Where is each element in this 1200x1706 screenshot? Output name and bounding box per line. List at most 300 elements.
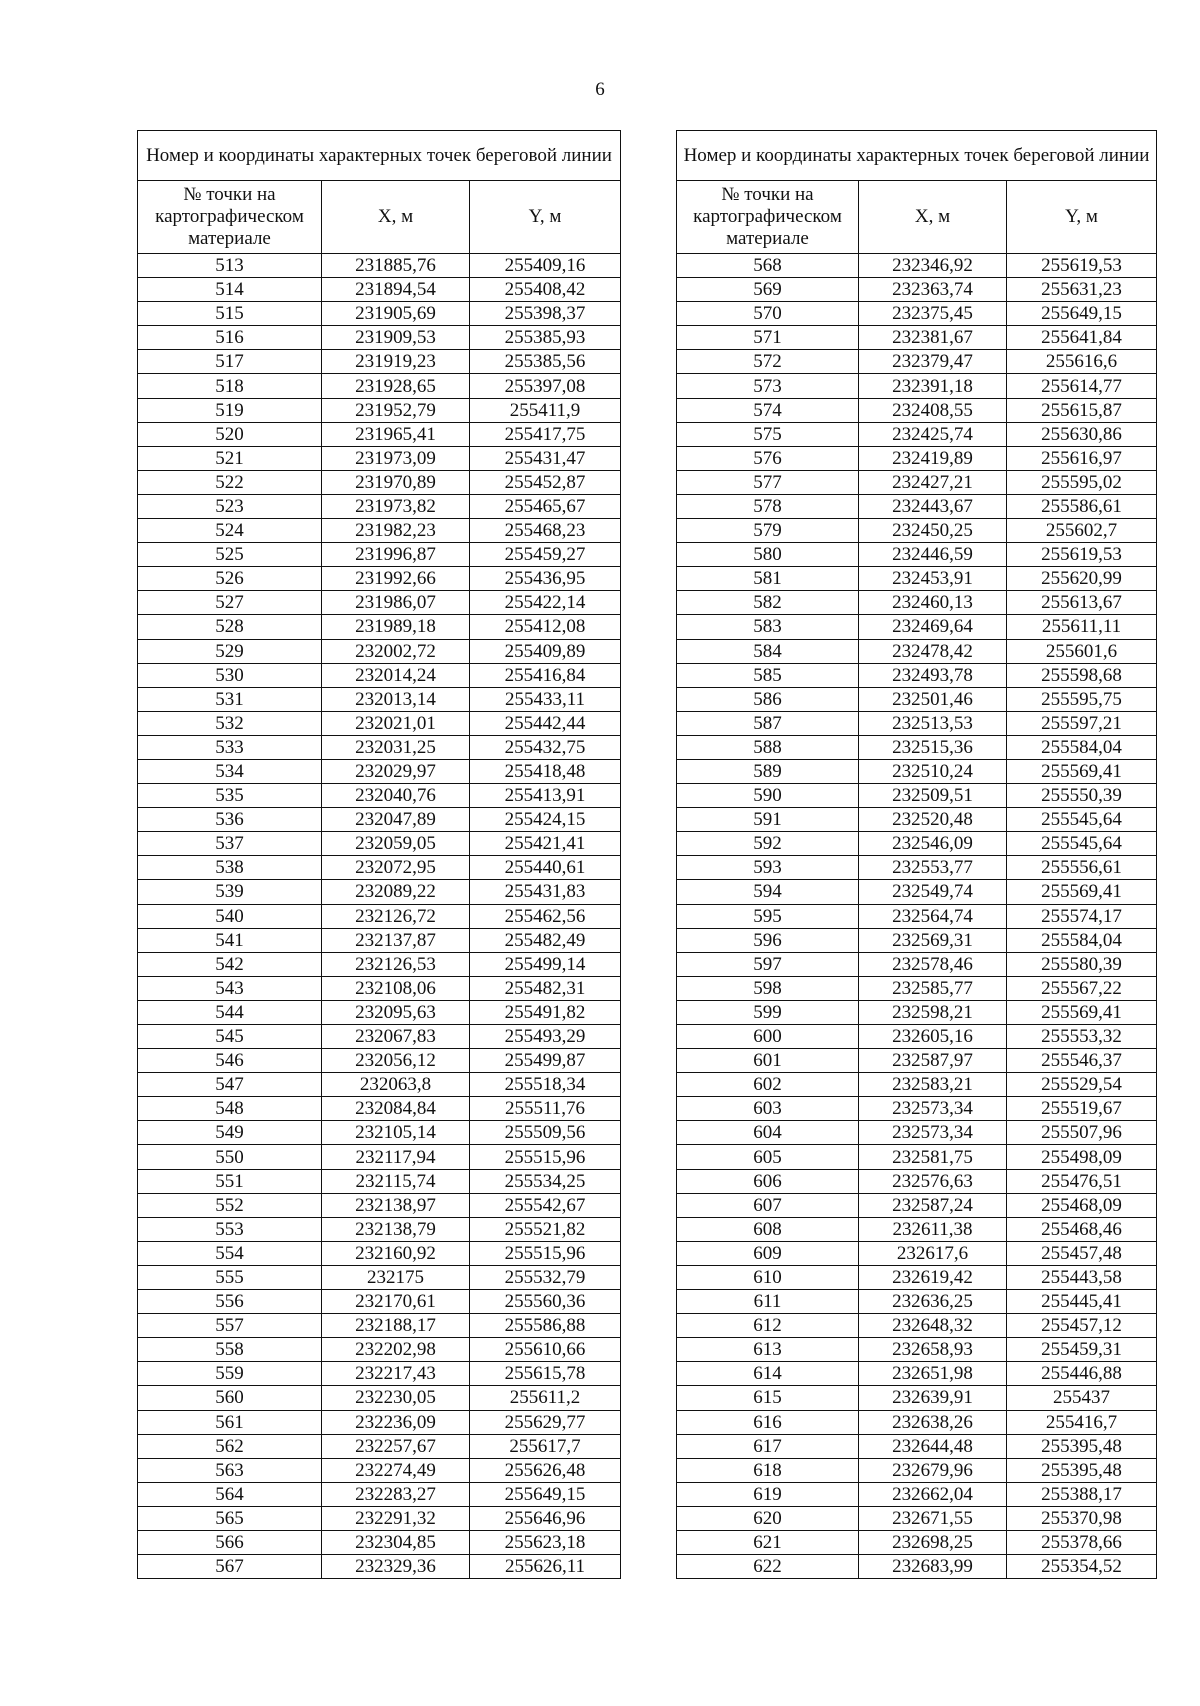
table-title: Номер и координаты характерных точек береговой линии bbox=[138, 131, 621, 181]
x-coordinate-cell: 232587,97 bbox=[859, 1049, 1007, 1073]
point-number-cell: 552 bbox=[138, 1193, 322, 1217]
table-row bbox=[677, 254, 1157, 278]
x-coordinate-cell: 231970,89 bbox=[322, 470, 470, 494]
x-coordinate-cell: 232513,53 bbox=[859, 711, 1007, 735]
point-number-cell: 538 bbox=[138, 856, 322, 880]
y-coordinate-cell: 255408,42 bbox=[470, 278, 621, 302]
table-row bbox=[138, 350, 621, 374]
y-coordinate-cell: 255418,48 bbox=[470, 759, 621, 783]
y-coordinate-cell: 255542,67 bbox=[470, 1193, 621, 1217]
x-coordinate-cell: 232564,74 bbox=[859, 904, 1007, 928]
table-row bbox=[138, 1025, 621, 1049]
y-coordinate-cell: 255468,09 bbox=[1007, 1193, 1157, 1217]
x-coordinate-cell: 232605,16 bbox=[859, 1025, 1007, 1049]
point-number-cell: 573 bbox=[677, 374, 859, 398]
x-coordinate-cell: 232493,78 bbox=[859, 663, 1007, 687]
point-number-cell: 540 bbox=[138, 904, 322, 928]
table-row bbox=[677, 398, 1157, 422]
x-coordinate-cell: 232089,22 bbox=[322, 880, 470, 904]
point-number-cell: 581 bbox=[677, 567, 859, 591]
point-number-cell: 543 bbox=[138, 976, 322, 1000]
table-row bbox=[138, 976, 621, 1000]
table-row bbox=[138, 687, 621, 711]
y-coordinate-cell: 255385,93 bbox=[470, 326, 621, 350]
y-coordinate-cell: 255436,95 bbox=[470, 567, 621, 591]
point-number-cell: 523 bbox=[138, 494, 322, 518]
x-coordinate-cell: 232329,36 bbox=[322, 1555, 470, 1579]
y-coordinate-cell: 255468,23 bbox=[470, 519, 621, 543]
point-number-cell: 616 bbox=[677, 1410, 859, 1434]
x-coordinate-cell: 232072,95 bbox=[322, 856, 470, 880]
y-coordinate-cell: 255442,44 bbox=[470, 711, 621, 735]
x-coordinate-cell: 232138,97 bbox=[322, 1193, 470, 1217]
x-coordinate-cell: 232515,36 bbox=[859, 735, 1007, 759]
point-number-cell: 566 bbox=[138, 1530, 322, 1554]
table-row bbox=[138, 1265, 621, 1289]
y-coordinate-cell: 255445,41 bbox=[1007, 1290, 1157, 1314]
y-coordinate-cell: 255620,99 bbox=[1007, 567, 1157, 591]
table-row bbox=[138, 1482, 621, 1506]
table-row bbox=[677, 952, 1157, 976]
y-coordinate-cell: 255518,34 bbox=[470, 1073, 621, 1097]
table-row bbox=[677, 1217, 1157, 1241]
x-coordinate-cell: 232509,51 bbox=[859, 784, 1007, 808]
x-coordinate-cell: 232056,12 bbox=[322, 1049, 470, 1073]
table-row bbox=[677, 543, 1157, 567]
table-row bbox=[138, 1241, 621, 1265]
x-coordinate-cell: 231965,41 bbox=[322, 422, 470, 446]
y-coordinate-cell: 255424,15 bbox=[470, 808, 621, 832]
y-coordinate-header: Y, м bbox=[1007, 181, 1157, 254]
x-coordinate-cell: 232108,06 bbox=[322, 976, 470, 1000]
point-number-cell: 522 bbox=[138, 470, 322, 494]
y-coordinate-cell: 255616,6 bbox=[1007, 350, 1157, 374]
point-number-cell: 530 bbox=[138, 663, 322, 687]
y-coordinate-cell: 255610,66 bbox=[470, 1338, 621, 1362]
table-row bbox=[138, 808, 621, 832]
point-number-cell: 537 bbox=[138, 832, 322, 856]
y-coordinate-cell: 255511,76 bbox=[470, 1097, 621, 1121]
x-coordinate-cell: 232021,01 bbox=[322, 711, 470, 735]
table-title: Номер и координаты характерных точек береговой линии bbox=[677, 131, 1157, 181]
table-row bbox=[138, 326, 621, 350]
y-coordinate-cell: 255597,21 bbox=[1007, 711, 1157, 735]
point-number-cell: 599 bbox=[677, 1000, 859, 1024]
point-number-cell: 558 bbox=[138, 1338, 322, 1362]
y-coordinate-cell: 255619,53 bbox=[1007, 543, 1157, 567]
table-row bbox=[677, 928, 1157, 952]
x-coordinate-cell: 232427,21 bbox=[859, 470, 1007, 494]
y-coordinate-cell: 255619,53 bbox=[1007, 254, 1157, 278]
x-coordinate-cell: 231894,54 bbox=[322, 278, 470, 302]
point-number-cell: 562 bbox=[138, 1434, 322, 1458]
point-number-cell: 578 bbox=[677, 494, 859, 518]
x-coordinate-cell: 232170,61 bbox=[322, 1290, 470, 1314]
y-coordinate-cell: 255433,11 bbox=[470, 687, 621, 711]
point-number-cell: 545 bbox=[138, 1025, 322, 1049]
point-number-cell: 586 bbox=[677, 687, 859, 711]
x-coordinate-cell: 232002,72 bbox=[322, 639, 470, 663]
x-coordinate-cell: 231992,66 bbox=[322, 567, 470, 591]
x-coordinate-cell: 232138,79 bbox=[322, 1217, 470, 1241]
table-row bbox=[138, 1169, 621, 1193]
x-coordinate-cell: 232040,76 bbox=[322, 784, 470, 808]
point-number-cell: 598 bbox=[677, 976, 859, 1000]
point-number-cell: 560 bbox=[138, 1386, 322, 1410]
table-row bbox=[677, 302, 1157, 326]
table-row bbox=[677, 1506, 1157, 1530]
point-number-cell: 622 bbox=[677, 1555, 859, 1579]
table-row bbox=[138, 1000, 621, 1024]
y-coordinate-cell: 255615,87 bbox=[1007, 398, 1157, 422]
point-number-cell: 606 bbox=[677, 1169, 859, 1193]
table-row bbox=[138, 1121, 621, 1145]
table-row bbox=[138, 663, 621, 687]
table-row bbox=[677, 350, 1157, 374]
y-coordinate-cell: 255569,41 bbox=[1007, 1000, 1157, 1024]
x-coordinate-cell: 232698,25 bbox=[859, 1530, 1007, 1554]
point-number-cell: 525 bbox=[138, 543, 322, 567]
table-row bbox=[138, 543, 621, 567]
x-coordinate-cell: 232450,25 bbox=[859, 519, 1007, 543]
x-coordinate-cell: 232671,55 bbox=[859, 1506, 1007, 1530]
y-coordinate-cell: 255611,2 bbox=[470, 1386, 621, 1410]
y-coordinate-cell: 255443,58 bbox=[1007, 1265, 1157, 1289]
table-row bbox=[138, 1145, 621, 1169]
table-row bbox=[677, 1265, 1157, 1289]
point-number-cell: 553 bbox=[138, 1217, 322, 1241]
x-coordinate-cell: 232443,67 bbox=[859, 494, 1007, 518]
x-coordinate-cell: 232391,18 bbox=[859, 374, 1007, 398]
y-coordinate-cell: 255649,15 bbox=[1007, 302, 1157, 326]
x-coordinate-cell: 232520,48 bbox=[859, 808, 1007, 832]
y-coordinate-cell: 255553,32 bbox=[1007, 1025, 1157, 1049]
table-row bbox=[677, 1121, 1157, 1145]
table-row bbox=[138, 856, 621, 880]
y-coordinate-cell: 255416,84 bbox=[470, 663, 621, 687]
y-coordinate-cell: 255465,67 bbox=[470, 494, 621, 518]
point-number-cell: 548 bbox=[138, 1097, 322, 1121]
table-row bbox=[677, 735, 1157, 759]
x-coordinate-cell: 232379,47 bbox=[859, 350, 1007, 374]
table-row bbox=[677, 1482, 1157, 1506]
point-number-cell: 565 bbox=[138, 1506, 322, 1530]
x-coordinate-cell: 231989,18 bbox=[322, 615, 470, 639]
point-number-cell: 519 bbox=[138, 398, 322, 422]
x-coordinate-cell: 232587,24 bbox=[859, 1193, 1007, 1217]
x-coordinate-cell: 232460,13 bbox=[859, 591, 1007, 615]
table-row bbox=[677, 880, 1157, 904]
y-coordinate-cell: 255422,14 bbox=[470, 591, 621, 615]
table-row bbox=[677, 808, 1157, 832]
coordinates-table-right bbox=[676, 130, 1157, 1579]
x-coordinate-cell: 232202,98 bbox=[322, 1338, 470, 1362]
y-coordinate-cell: 255409,16 bbox=[470, 254, 621, 278]
x-coordinate-cell: 231905,69 bbox=[322, 302, 470, 326]
x-coordinate-cell: 232598,21 bbox=[859, 1000, 1007, 1024]
point-number-cell: 549 bbox=[138, 1121, 322, 1145]
table-row bbox=[138, 1555, 621, 1579]
table-row bbox=[677, 591, 1157, 615]
y-coordinate-cell: 255476,51 bbox=[1007, 1169, 1157, 1193]
x-coordinate-cell: 231909,53 bbox=[322, 326, 470, 350]
point-number-cell: 617 bbox=[677, 1434, 859, 1458]
x-coordinate-cell: 232375,45 bbox=[859, 302, 1007, 326]
x-coordinate-cell: 232546,09 bbox=[859, 832, 1007, 856]
table-row bbox=[138, 1338, 621, 1362]
x-coordinate-cell: 232469,64 bbox=[859, 615, 1007, 639]
table-row bbox=[677, 1169, 1157, 1193]
x-coordinate-cell: 232095,63 bbox=[322, 1000, 470, 1024]
table-row bbox=[138, 591, 621, 615]
table-row bbox=[138, 519, 621, 543]
y-coordinate-cell: 255616,97 bbox=[1007, 446, 1157, 470]
x-coordinate-cell: 231952,79 bbox=[322, 398, 470, 422]
y-coordinate-cell: 255491,82 bbox=[470, 1000, 621, 1024]
y-coordinate-cell: 255601,6 bbox=[1007, 639, 1157, 663]
table-row bbox=[677, 1338, 1157, 1362]
y-coordinate-cell: 255457,48 bbox=[1007, 1241, 1157, 1265]
point-number-cell: 535 bbox=[138, 784, 322, 808]
table-row bbox=[677, 422, 1157, 446]
y-coordinate-cell: 255580,39 bbox=[1007, 952, 1157, 976]
point-number-cell: 601 bbox=[677, 1049, 859, 1073]
point-number-cell: 597 bbox=[677, 952, 859, 976]
table-row bbox=[138, 1290, 621, 1314]
y-coordinate-cell: 255631,23 bbox=[1007, 278, 1157, 302]
table-row bbox=[677, 1073, 1157, 1097]
x-coordinate-cell: 232583,21 bbox=[859, 1073, 1007, 1097]
y-coordinate-cell: 255446,88 bbox=[1007, 1362, 1157, 1386]
coordinates-table-left bbox=[137, 130, 621, 1579]
point-number-cell: 555 bbox=[138, 1265, 322, 1289]
y-coordinate-cell: 255417,75 bbox=[470, 422, 621, 446]
y-coordinate-cell: 255416,7 bbox=[1007, 1410, 1157, 1434]
y-coordinate-cell: 255598,68 bbox=[1007, 663, 1157, 687]
x-coordinate-cell: 232446,59 bbox=[859, 543, 1007, 567]
x-coordinate-cell: 232683,99 bbox=[859, 1555, 1007, 1579]
point-number-cell: 536 bbox=[138, 808, 322, 832]
y-coordinate-cell: 255569,41 bbox=[1007, 880, 1157, 904]
y-coordinate-cell: 255493,29 bbox=[470, 1025, 621, 1049]
point-number-cell: 590 bbox=[677, 784, 859, 808]
point-number-cell: 579 bbox=[677, 519, 859, 543]
y-coordinate-cell: 255437 bbox=[1007, 1386, 1157, 1410]
x-coordinate-cell: 232585,77 bbox=[859, 976, 1007, 1000]
point-number-cell: 605 bbox=[677, 1145, 859, 1169]
point-number-cell: 584 bbox=[677, 639, 859, 663]
point-number-cell: 607 bbox=[677, 1193, 859, 1217]
y-coordinate-cell: 255646,96 bbox=[470, 1506, 621, 1530]
x-coordinate-cell: 232160,92 bbox=[322, 1241, 470, 1265]
y-coordinate-cell: 255482,31 bbox=[470, 976, 621, 1000]
point-number-cell: 539 bbox=[138, 880, 322, 904]
table-row bbox=[677, 1025, 1157, 1049]
table-row bbox=[677, 494, 1157, 518]
point-number-cell: 529 bbox=[138, 639, 322, 663]
table-row bbox=[677, 1530, 1157, 1554]
point-number-cell: 546 bbox=[138, 1049, 322, 1073]
y-coordinate-cell: 255623,18 bbox=[470, 1530, 621, 1554]
y-coordinate-cell: 255602,7 bbox=[1007, 519, 1157, 543]
point-number-cell: 513 bbox=[138, 254, 322, 278]
x-coordinate-cell: 232230,05 bbox=[322, 1386, 470, 1410]
x-coordinate-cell: 232117,94 bbox=[322, 1145, 470, 1169]
point-number-cell: 521 bbox=[138, 446, 322, 470]
table-row bbox=[138, 1073, 621, 1097]
x-coordinate-header: X, м bbox=[859, 181, 1007, 254]
point-number-cell: 600 bbox=[677, 1025, 859, 1049]
table-row bbox=[138, 1049, 621, 1073]
y-coordinate-cell: 255595,75 bbox=[1007, 687, 1157, 711]
y-coordinate-cell: 255615,78 bbox=[470, 1362, 621, 1386]
x-coordinate-cell: 232478,42 bbox=[859, 639, 1007, 663]
y-coordinate-cell: 255641,84 bbox=[1007, 326, 1157, 350]
table-row bbox=[138, 302, 621, 326]
point-number-cell: 603 bbox=[677, 1097, 859, 1121]
y-coordinate-cell: 255584,04 bbox=[1007, 928, 1157, 952]
y-coordinate-cell: 255574,17 bbox=[1007, 904, 1157, 928]
y-coordinate-cell: 255413,91 bbox=[470, 784, 621, 808]
table-row bbox=[138, 1434, 621, 1458]
y-coordinate-cell: 255459,31 bbox=[1007, 1338, 1157, 1362]
y-coordinate-header: Y, м bbox=[470, 181, 621, 254]
x-coordinate-cell: 232304,85 bbox=[322, 1530, 470, 1554]
y-coordinate-cell: 255482,49 bbox=[470, 928, 621, 952]
table-row bbox=[138, 711, 621, 735]
table-row bbox=[138, 1506, 621, 1530]
table-row bbox=[138, 1410, 621, 1434]
x-coordinate-cell: 232644,48 bbox=[859, 1434, 1007, 1458]
point-number-header: № точки на картографическом материале bbox=[138, 181, 322, 254]
x-coordinate-cell: 232175 bbox=[322, 1265, 470, 1289]
point-number-cell: 589 bbox=[677, 759, 859, 783]
table-row bbox=[677, 1410, 1157, 1434]
point-number-cell: 554 bbox=[138, 1241, 322, 1265]
table-row bbox=[677, 1241, 1157, 1265]
y-coordinate-cell: 255519,67 bbox=[1007, 1097, 1157, 1121]
x-coordinate-cell: 232510,24 bbox=[859, 759, 1007, 783]
point-number-cell: 517 bbox=[138, 350, 322, 374]
y-coordinate-cell: 255459,27 bbox=[470, 543, 621, 567]
point-number-header: № точки на картографическом материале bbox=[677, 181, 859, 254]
x-coordinate-header: X, м bbox=[322, 181, 470, 254]
x-coordinate-cell: 232501,46 bbox=[859, 687, 1007, 711]
x-coordinate-cell: 231973,82 bbox=[322, 494, 470, 518]
y-coordinate-cell: 255567,22 bbox=[1007, 976, 1157, 1000]
x-coordinate-cell: 232257,67 bbox=[322, 1434, 470, 1458]
x-coordinate-cell: 232549,74 bbox=[859, 880, 1007, 904]
x-coordinate-cell: 232047,89 bbox=[322, 808, 470, 832]
point-number-cell: 563 bbox=[138, 1458, 322, 1482]
table-row bbox=[677, 832, 1157, 856]
x-coordinate-cell: 232346,92 bbox=[859, 254, 1007, 278]
table-row bbox=[677, 567, 1157, 591]
table-row bbox=[677, 904, 1157, 928]
y-coordinate-cell: 255509,56 bbox=[470, 1121, 621, 1145]
point-number-cell: 556 bbox=[138, 1290, 322, 1314]
y-coordinate-cell: 255412,08 bbox=[470, 615, 621, 639]
y-coordinate-cell: 255546,37 bbox=[1007, 1049, 1157, 1073]
table-row bbox=[677, 856, 1157, 880]
table-body bbox=[677, 254, 1157, 1579]
point-number-cell: 559 bbox=[138, 1362, 322, 1386]
y-coordinate-cell: 255507,96 bbox=[1007, 1121, 1157, 1145]
table-row bbox=[138, 1362, 621, 1386]
y-coordinate-cell: 255452,87 bbox=[470, 470, 621, 494]
x-coordinate-cell: 231986,07 bbox=[322, 591, 470, 615]
point-number-cell: 568 bbox=[677, 254, 859, 278]
table-row bbox=[138, 1530, 621, 1554]
y-coordinate-cell: 255388,17 bbox=[1007, 1482, 1157, 1506]
table-row bbox=[677, 1434, 1157, 1458]
x-coordinate-cell: 232217,43 bbox=[322, 1362, 470, 1386]
point-number-cell: 592 bbox=[677, 832, 859, 856]
point-number-cell: 550 bbox=[138, 1145, 322, 1169]
point-number-cell: 609 bbox=[677, 1241, 859, 1265]
y-coordinate-cell: 255626,11 bbox=[470, 1555, 621, 1579]
y-coordinate-cell: 255395,48 bbox=[1007, 1434, 1157, 1458]
point-number-cell: 515 bbox=[138, 302, 322, 326]
point-number-cell: 596 bbox=[677, 928, 859, 952]
point-number-cell: 542 bbox=[138, 952, 322, 976]
y-coordinate-cell: 255617,7 bbox=[470, 1434, 621, 1458]
table-row bbox=[677, 711, 1157, 735]
table-row bbox=[138, 422, 621, 446]
point-number-cell: 582 bbox=[677, 591, 859, 615]
x-coordinate-cell: 232573,34 bbox=[859, 1121, 1007, 1145]
table-row bbox=[677, 326, 1157, 350]
y-coordinate-cell: 255499,87 bbox=[470, 1049, 621, 1073]
y-coordinate-cell: 255385,56 bbox=[470, 350, 621, 374]
point-number-cell: 612 bbox=[677, 1314, 859, 1338]
y-coordinate-cell: 255626,48 bbox=[470, 1458, 621, 1482]
point-number-cell: 561 bbox=[138, 1410, 322, 1434]
y-coordinate-cell: 255529,54 bbox=[1007, 1073, 1157, 1097]
x-coordinate-cell: 232381,67 bbox=[859, 326, 1007, 350]
x-coordinate-cell: 232031,25 bbox=[322, 735, 470, 759]
point-number-cell: 580 bbox=[677, 543, 859, 567]
table-row bbox=[677, 1555, 1157, 1579]
point-number-cell: 541 bbox=[138, 928, 322, 952]
table-row bbox=[677, 374, 1157, 398]
point-number-cell: 526 bbox=[138, 567, 322, 591]
point-number-cell: 531 bbox=[138, 687, 322, 711]
y-coordinate-cell: 255432,75 bbox=[470, 735, 621, 759]
x-coordinate-cell: 232105,14 bbox=[322, 1121, 470, 1145]
x-coordinate-cell: 232662,04 bbox=[859, 1482, 1007, 1506]
table-row bbox=[677, 1362, 1157, 1386]
y-coordinate-cell: 255395,48 bbox=[1007, 1458, 1157, 1482]
table-row bbox=[138, 494, 621, 518]
x-coordinate-cell: 232648,32 bbox=[859, 1314, 1007, 1338]
point-number-cell: 569 bbox=[677, 278, 859, 302]
point-number-cell: 595 bbox=[677, 904, 859, 928]
y-coordinate-cell: 255534,25 bbox=[470, 1169, 621, 1193]
table-row bbox=[138, 784, 621, 808]
y-coordinate-cell: 255569,41 bbox=[1007, 759, 1157, 783]
point-number-cell: 608 bbox=[677, 1217, 859, 1241]
point-number-cell: 611 bbox=[677, 1290, 859, 1314]
x-coordinate-cell: 232126,53 bbox=[322, 952, 470, 976]
point-number-cell: 514 bbox=[138, 278, 322, 302]
x-coordinate-cell: 232274,49 bbox=[322, 1458, 470, 1482]
x-coordinate-cell: 232029,97 bbox=[322, 759, 470, 783]
x-coordinate-cell: 232581,75 bbox=[859, 1145, 1007, 1169]
point-number-cell: 532 bbox=[138, 711, 322, 735]
y-coordinate-cell: 255411,9 bbox=[470, 398, 621, 422]
x-coordinate-cell: 232619,42 bbox=[859, 1265, 1007, 1289]
